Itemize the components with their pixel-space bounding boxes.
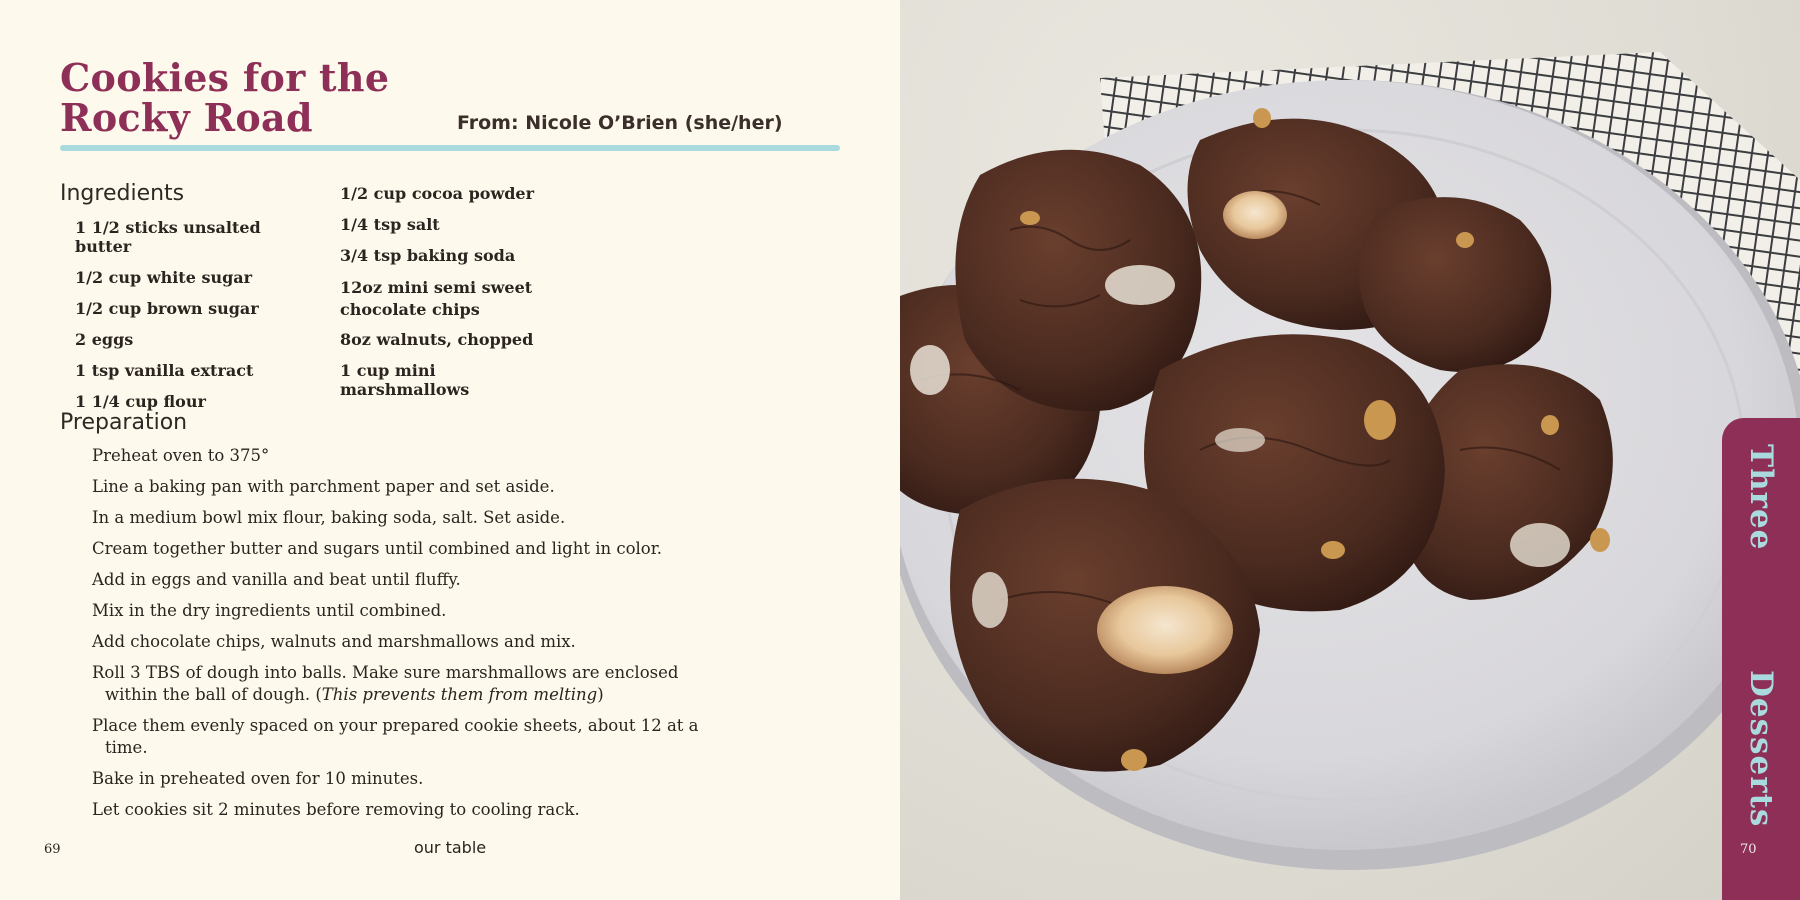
cookie-photo [900, 0, 1800, 900]
preparation-heading: Preparation [60, 410, 188, 435]
ingredient-item: 1/4 tsp salt [340, 215, 440, 234]
page-number-right: 70 [1740, 842, 1757, 857]
ingredient-item: 1 tsp vanilla extract [75, 361, 254, 380]
preparation-step: Bake in preheated oven for 10 minutes. [92, 769, 424, 788]
step-8-note: This prevents them from melting [321, 685, 598, 704]
ingredient-item: 12oz mini semi sweet chocolate chips [340, 278, 533, 319]
ingredient-item: 8oz walnuts, chopped [340, 330, 534, 349]
ingredient-item: 1 1/4 cup flour [75, 392, 206, 411]
section-tab [1722, 418, 1800, 900]
section-tab-number: Three [1743, 444, 1779, 551]
cookie-plate-image [900, 0, 1800, 900]
preparation-step: Add in eggs and vanilla and beat until fluffy. [92, 570, 461, 589]
recipe-title [60, 55, 390, 140]
ingredient-item: 1 cup mini marshmallows [340, 361, 470, 399]
ingredient-item: 1/2 cup cocoa powder [340, 184, 535, 203]
preparation-step: Add chocolate chips, walnuts and marshmallows and mix. [92, 632, 576, 651]
ingredients-column-1 [75, 218, 315, 423]
ingredient-item: 1/2 cup brown sugar [75, 299, 259, 318]
page-number-left: 69 [44, 842, 61, 857]
ingredient-item: 3/4 tsp baking soda [340, 246, 516, 265]
recipe-title-line-2: Rocky Road [60, 95, 313, 140]
preparation-step: Let cookies sit 2 minutes before removing to cooling rack. [92, 800, 580, 819]
recipe-author: From: Nicole O’Brien (she/her) [457, 112, 783, 134]
preparation-step: Line a baking pan with parchment paper and set aside. [92, 477, 555, 496]
recipe-title-line-1: Cookies for the [60, 55, 390, 100]
footer-brand: our table [414, 838, 487, 857]
ingredient-item: 1 1/2 sticks unsalted butter [75, 218, 261, 256]
step-8-close: ) [597, 685, 604, 704]
step-8-text: Roll 3 TBS of dough into balls. Make sure marshmallows are enclosed within the ball of dough. ( [92, 663, 679, 704]
ingredients-column-2 [340, 184, 570, 411]
preparation-step: Cream together butter and sugars until combined and light in color. [92, 539, 663, 558]
preparation-step: Mix in the dry ingredients until combined. [92, 601, 447, 620]
preparation-step-8 [92, 662, 712, 706]
preparation-step: Place them evenly spaced on your prepared cookie sheets, about 12 at a time. [92, 716, 699, 757]
title-divider [60, 145, 840, 151]
preparation-step: Preheat oven to 375° [92, 446, 270, 465]
section-tab-label: Desserts [1743, 670, 1779, 828]
ingredient-item: 1/2 cup white sugar [75, 268, 253, 287]
preparation-steps [92, 445, 712, 830]
ingredient-item: 2 eggs [75, 330, 134, 349]
ingredients-heading: Ingredients [60, 181, 185, 206]
preparation-step: In a medium bowl mix flour, baking soda, salt. Set aside. [92, 508, 566, 527]
